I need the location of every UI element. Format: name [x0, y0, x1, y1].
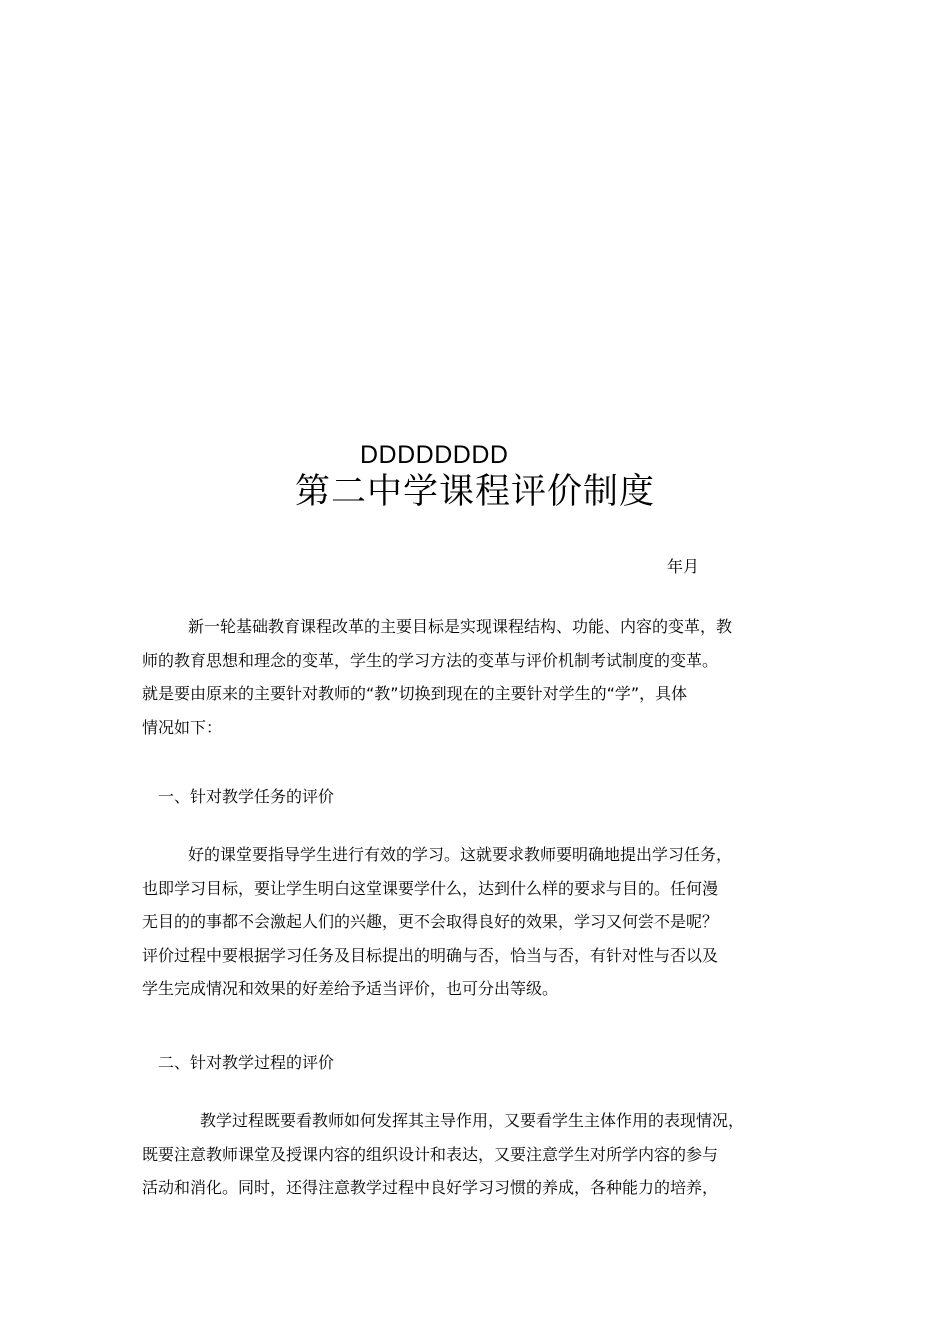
- paragraph-line: 既要注意教师课堂及授课内容的组织设计和表达，又要注意学生对所学内容的参与: [142, 1144, 719, 1164]
- paragraph-line: 评价过程中要根据学习任务及目标提出的明确与否，恰当与否，有针对性与否以及: [142, 945, 719, 965]
- paragraph-line: 就是要由原来的主要针对教师的“教”切换到现在的主要针对学生的“学”，具体: [142, 684, 688, 703]
- section-heading-teaching-tasks: 一、针对教学任务的评价: [158, 787, 335, 806]
- paragraph-line: 情况如下：: [142, 717, 223, 737]
- document-header-code: DDDDDDDD: [360, 441, 509, 469]
- paragraph-line: 活动和消化。同时，还得注意教学过程中良好学习习惯的养成，各种能力的培养，: [142, 1178, 719, 1197]
- document-title: 第二中学课程评价制度: [294, 472, 655, 512]
- paragraph-line: 也即学习目标，要让学生明白这堂课要学什么，达到什么样的要求与目的。任何漫: [142, 878, 719, 898]
- document-date: 年月: [667, 557, 700, 576]
- paragraph-line: 好的课堂要指导学生进行有效的学习。这就要求教师要明确地提出学习任务，: [188, 845, 733, 864]
- section1-paragraph: [142, 838, 817, 1006]
- section-heading-teaching-process: 二、针对教学过程的评价: [158, 1053, 335, 1072]
- paragraph-line: 教学过程既要看教师如何发挥其主导作用，又要看学生主体作用的表现情况，: [200, 1111, 745, 1130]
- paragraph-line: 学生完成情况和效果的好差给予适当评价，也可分出等级。: [142, 979, 559, 998]
- paragraph-line: 新一轮基础教育课程改革的主要目标是实现课程结构、功能、内容的变革，教: [188, 617, 733, 636]
- section2-paragraph: [142, 1104, 817, 1205]
- intro-paragraph: [142, 610, 817, 744]
- paragraph-line: 师的教育思想和理念的变革，学生的学习方法的变革与评价机制考试制度的变革。: [142, 650, 719, 670]
- paragraph-line: 无目的的事都不会激起人们的兴趣，更不会取得良好的效果，学习又何尝不是呢？: [142, 912, 719, 931]
